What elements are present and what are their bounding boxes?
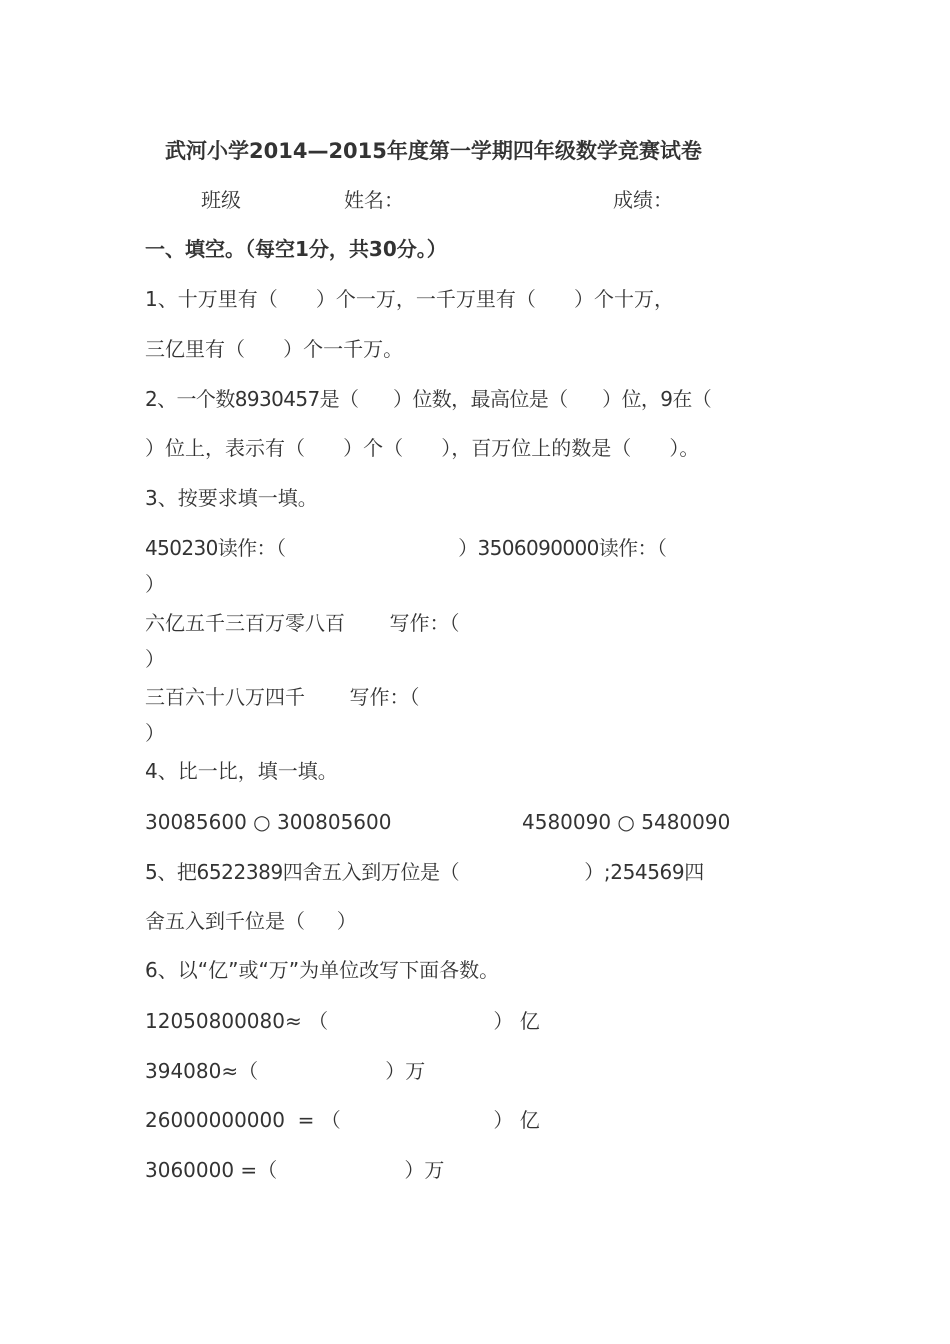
question-line: 394080≈（ ）万 [145,1059,426,1083]
question-line: 6、以“亿”或“万”为单位改写下面各数。 [145,958,500,982]
question-line: ）位上，表示有（ ）个（ ），百万位上的数是（ ）。 [145,436,700,460]
question-line: 4、比一比，填一填。 [145,759,338,783]
question-line: 3、按要求填一填。 [145,486,318,510]
name-label: 姓名： [344,188,404,212]
class-label: 班级 [201,188,241,212]
compare-left: 30085600 ○ 300805600 [145,810,392,834]
question-line: 450230读作：（ ）3506090000读作：（ [145,536,667,560]
question-line: ） [145,647,165,671]
question-line: 三百六十八万四千 写作：（ [145,685,420,709]
section-heading: 一、填空。（每空1分，共30分。） [145,237,447,261]
question-line: 三亿里有（ ）个一千万。 [145,337,404,361]
question-line: 26000000000 = （ ） 亿 [145,1108,540,1132]
question-line: ） [145,572,165,596]
question-line: ） [145,721,165,745]
question-line: 2、一个数8930457是（ ）位数，最高位是（ ）位，9在（ [145,387,712,411]
question-line: 六亿五千三百万零八百 写作：（ [145,611,460,635]
question-line: 5、把6522389四舍五入到万位是（ ）;254569四 [145,860,704,884]
question-line: 舍五入到千位是（ ） [145,909,357,933]
compare-right: 4580090 ○ 5480090 [522,810,731,834]
page-title: 武河小学2014—2015年度第一学期四年级数学竞赛试卷 [165,139,702,163]
question-line: 3060000 =（ ）万 [145,1158,445,1182]
question-line: 1、十万里有（ ）个一万，一千万里有（ ）个十万， [145,287,675,311]
question-line: 12050800080≈ （ ） 亿 [145,1009,540,1033]
score-label: 成绩： [613,188,673,212]
